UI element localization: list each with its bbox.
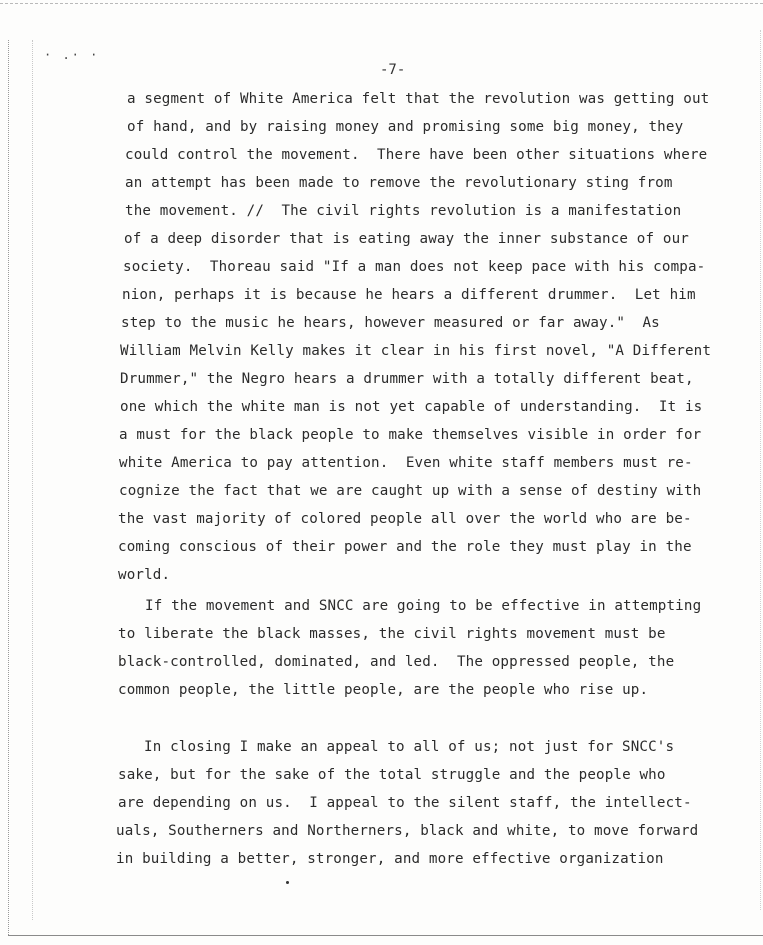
- text-line: sake, but for the sake of the total struggle and the people who: [118, 767, 666, 783]
- text-line: in building a better, stronger, and more effective organization: [116, 851, 664, 867]
- text-line: could control the movement. There have been other situations where: [125, 147, 708, 163]
- text-line: coming conscious of their power and the role they must play in the: [118, 539, 692, 555]
- text-line: black-controlled, dominated, and led. The oppressed people, the: [118, 654, 675, 670]
- text-line: cognize the fact that we are caught up with a sense of destiny with: [119, 483, 702, 499]
- text-line: the movement. // The civil rights revolution is a manifestation: [125, 203, 682, 219]
- text-line: common people, the little people, are the people who rise up.: [118, 682, 649, 698]
- text-line: of hand, and by raising money and promising some big money, they: [127, 119, 684, 135]
- text-line: a must for the black people to make themselves visible in order for: [119, 427, 702, 443]
- page-edge-right: [760, 30, 761, 910]
- text-line: an attempt has been made to remove the revolutionary sting from: [125, 175, 673, 191]
- corner-mark: · .· ·: [44, 48, 100, 62]
- text-line: one which the white man is not yet capable of understanding. It is: [120, 399, 703, 415]
- text-line: are depending on us. I appeal to the silent staff, the intellect-: [118, 795, 692, 811]
- text-line: If the movement and SNCC are going to be effective in attempting: [145, 598, 702, 614]
- text-line: uals, Southerners and Northerners, black and white, to move forward: [116, 823, 699, 839]
- text-line: step to the music he hears, however measured or far away." As: [121, 315, 660, 331]
- text-line: society. Thoreau said "If a man does not keep pace with his compa-: [123, 259, 706, 275]
- text-line: the vast majority of colored people all over the world who are be-: [118, 511, 692, 527]
- text-line: Drummer," the Negro hears a drummer with a totally different beat,: [120, 371, 694, 387]
- stray-mark: [286, 881, 289, 884]
- text-line: world.: [118, 567, 171, 583]
- text-line: In closing I make an appeal to all of us; not just for SNCC's: [144, 739, 675, 755]
- page-edge-bottom: [8, 935, 763, 936]
- page-number: -7-: [380, 62, 406, 78]
- page-edge-top: [0, 3, 763, 4]
- text-line: to liberate the black masses, the civil rights movement must be: [118, 626, 666, 642]
- page-fold-line: [32, 40, 33, 920]
- text-line: a segment of White America felt that the revolution was getting out: [127, 91, 710, 107]
- page-edge-left: [8, 40, 9, 935]
- text-line: of a deep disorder that is eating away the inner substance of our: [124, 231, 689, 247]
- text-line: William Melvin Kelly makes it clear in his first novel, "A Different: [120, 343, 712, 359]
- text-line: white America to pay attention. Even white staff members must re-: [119, 455, 693, 471]
- text-line: nion, perhaps it is because he hears a different drummer. Let him: [122, 287, 696, 303]
